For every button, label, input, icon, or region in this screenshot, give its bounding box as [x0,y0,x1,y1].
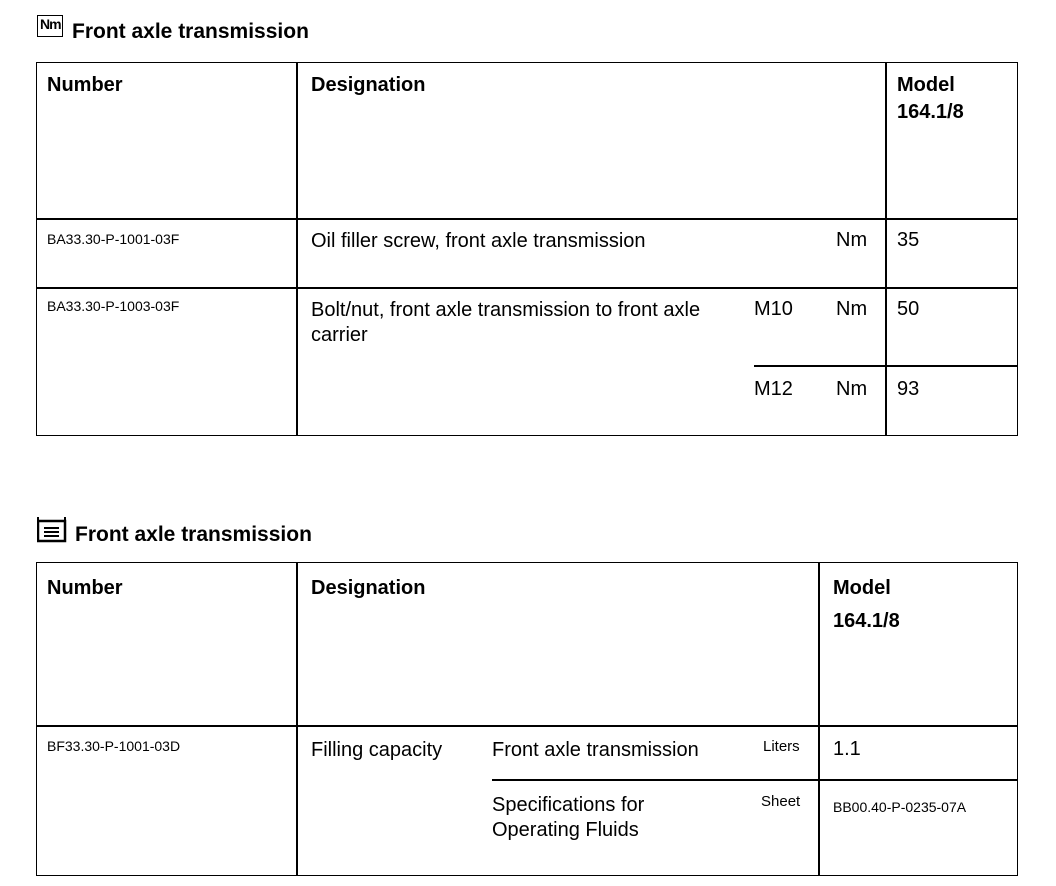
table-row-number: BA33.30-P-1001-03F [47,231,180,247]
table-row-sublabel: Front axle transmission [492,739,699,761]
table-row-size: M10 [754,298,793,320]
header-model-value: 164.1/8 [897,101,964,123]
header-designation: Designation [311,74,426,96]
table-row-unit: Liters [763,738,800,755]
table-row-number: BF33.30-P-1001-03D [47,738,181,754]
table-row-designation: Bolt/nut, front axle transmission to front axle carrier [311,299,701,346]
table-row-size: M12 [754,378,793,400]
header-number: Number [47,74,123,96]
table-row-value: 1.1 [833,738,861,760]
section-title: Front axle transmission [75,523,312,546]
capacity-list-icon [37,517,67,543]
table-row-value: 50 [897,298,920,320]
table-row-sublabel: Specifications for Operating Fluids [492,794,645,841]
table-row-designation: Filling capacity [311,739,443,761]
section-title: Front axle transmission [72,20,309,43]
table-row-unit: Nm [836,298,868,320]
header-model-value: 164.1/8 [833,610,900,632]
table-row-value: 35 [897,229,920,251]
table-row-unit: Nm [836,229,868,251]
table-row-designation: Oil filler screw, front axle transmission [311,230,646,252]
nm-icon-label: Nm [40,16,61,32]
header-model-label: Model [833,577,891,599]
table-row-unit: Sheet [761,793,801,810]
table-row-value: BB00.40-P-0235-07A [833,799,967,815]
table-row-unit: Nm [836,378,868,400]
header-model-label: Model [897,74,955,96]
table-row-value: 93 [897,378,920,400]
nm-torque-icon [37,15,63,37]
header-designation: Designation [311,577,426,599]
table-row-number: BA33.30-P-1003-03F [47,298,180,314]
header-number: Number [47,577,123,599]
